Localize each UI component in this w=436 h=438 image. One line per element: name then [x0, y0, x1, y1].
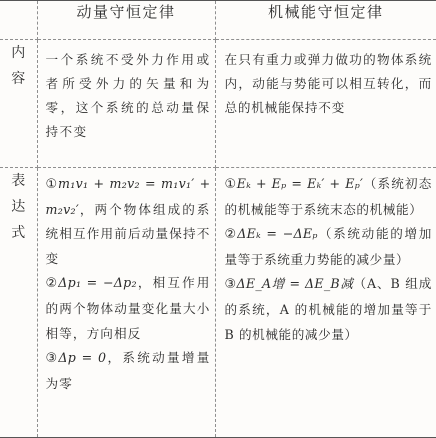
item-marker: ①	[225, 177, 237, 192]
momentum-content-text: 一个系统不受外力作用或者所受外力的矢量和为零，这个系统的总动量保持不变	[38, 40, 215, 144]
momentum-expression-cell	[37, 168, 215, 438]
item-marker: ③	[225, 277, 237, 292]
energy-expression-item	[216, 172, 436, 222]
content-row	[0, 40, 436, 168]
energy-expression-item	[216, 272, 436, 347]
energy-content-text: 在只有重力或弹力做功的物体系统内，动能与势能可以相互转化，而总的机械能保持不变	[216, 40, 436, 120]
energy-desc-2: （系统动能的增加量等于系统重力势能的减少量）	[225, 226, 433, 267]
momentum-expression-item	[38, 271, 215, 346]
momentum-expression-item	[38, 172, 215, 271]
momentum-formula-2: Δp₁ = −Δp₂	[58, 275, 137, 290]
item-marker: ③	[46, 351, 59, 366]
energy-formula-3: ΔE_A增 = ΔE_B减	[236, 276, 353, 291]
expression-row	[0, 168, 436, 438]
header-momentum: 动量守恒定律	[37, 1, 215, 40]
expression-row-label-cell	[0, 168, 37, 438]
content-row-label-cell	[0, 40, 37, 168]
header-mechanical-energy: 机械能守恒定律	[215, 1, 436, 40]
energy-expression-item	[216, 222, 436, 272]
energy-content-cell	[215, 40, 436, 168]
item-marker: ②	[46, 276, 59, 291]
content-row-label: 内容	[9, 40, 27, 92]
expression-row-label: 表达式	[9, 168, 27, 246]
energy-formula-1: Eₖ + Eₚ = Eₖ′ + Eₚ′	[237, 176, 364, 191]
momentum-desc-3: ，系统动量增量为零	[46, 350, 211, 391]
momentum-desc-2: ，相互作用的两个物体动量变化量大小相等，方向相反	[46, 275, 211, 340]
energy-expression-cell	[215, 168, 436, 438]
corner-cell	[0, 1, 37, 40]
header-row	[0, 1, 436, 40]
item-marker: ①	[46, 177, 59, 192]
energy-desc-1: （系统初态的机械能等于系统末态的机械能）	[225, 176, 433, 217]
momentum-content-cell	[37, 40, 215, 168]
momentum-formula-3: Δp = 0	[58, 350, 106, 365]
momentum-expression-item	[38, 346, 215, 396]
energy-desc-3: （A、B 组成的系统，A 的机械能的增加量等于 B 的机械能的减少量）	[225, 276, 433, 341]
momentum-formula-1: m₁v₁ + m₂v₂ = m₁v₁′ + m₂v₂′	[46, 176, 211, 217]
momentum-desc-1: ，两个物体组成的系统相互作用前后动量保持不变	[46, 202, 211, 266]
item-marker: ②	[225, 227, 238, 242]
energy-formula-2: ΔEₖ = −ΔEₚ	[237, 226, 318, 241]
